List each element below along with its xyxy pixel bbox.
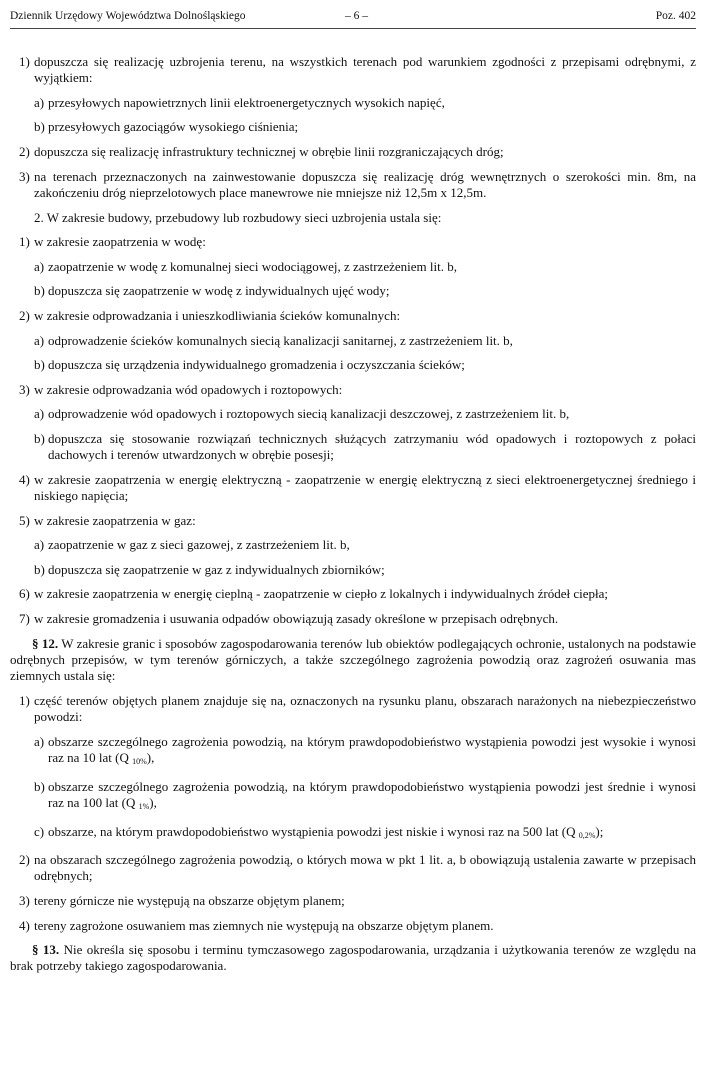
list-item: a) odprowadzenie wód opadowych i roztopowych siecią kanalizacji deszczowej, z zastrzeżeniem lit. b, — [34, 406, 570, 422]
list-item: a) zaopatrzenie w gaz z sieci gazowej, z zastrzeżeniem lit. b, — [34, 537, 350, 553]
list-item: b) przesyłowych gazociągów wysokiego ciśnienia; — [34, 119, 299, 135]
section-number: § 13. — [32, 942, 60, 958]
list-item: 2) na obszarach szczególnego zagrożenia powodzią, o których mowa w pkt 1 lit. a, b obowiązują ustalenia zawarte w przepisach odrębnych; — [19, 852, 696, 884]
list-item: 2) dopuszcza się realizację infrastruktury technicznej w obrębie linii rozgraniczających dróg; — [19, 144, 504, 160]
position-number: Poz. 402 — [655, 10, 696, 22]
list-item: 3) tereny górnicze nie występują na obszarze objętym planem; — [19, 893, 345, 908]
document-body — [10, 54, 696, 983]
list-item: 1) dopuszcza się realizację uzbrojenia terenu, na wszystkich terenach pod warunkiem zgodności z przepisami odrębnymi, z wyjątkiem: — [19, 54, 696, 86]
list-item: 2) w zakresie odprowadzania i unieszkodliwiania ścieków komunalnych: — [19, 307, 401, 323]
section-intro: 2. W zakresie budowy, przebudowy lub rozbudowy sieci uzbrojenia ustala się: — [34, 209, 442, 225]
list-item: 3) na terenach przeznaczonych na zainwestowanie dopuszcza się realizację dróg wewnętrznych o szerokości min. 8m, na zakończeniu dróg nieprzelotowych place manewrowe nie mniejsze niż 12,5m x 12,5m. — [19, 168, 696, 200]
list-item: b) obszarze szczególnego zagrożenia powodzią, na którym prawdopodobieństwo wystąpienia powodzi jest średnie i wynosi raz na 100 lat (Q $_{1\%}$), — [34, 778, 696, 811]
list-item: 4) w zakresie zaopatrzenia w energię elektryczną - zaopatrzenie w energię elektryczną z sieci elektroenergetycznej średniego i niskiego napięcia; — [19, 471, 696, 504]
header-rule — [10, 28, 696, 29]
list-item: 1) w zakresie zaopatrzenia w wodę: — [19, 234, 206, 250]
page-number: – 6 – — [345, 10, 368, 22]
document-page — [10, 0, 697, 974]
list-item: 4) tereny zagrożone osuwaniem mas ziemnych nie występują na obszarze objętym planem. — [19, 917, 494, 933]
section-paragraph: § 13. Nie określa się sposobu i terminu tymczasowego zagospodarowania, urządzania i użytkowania terenów ze względu na brak potrzeby takiego zagospodarowania. — [10, 942, 697, 974]
list-item: a) obszarze szczególnego zagrożenia powodzią, na którym prawdopodobieństwo wystąpienia powodzi jest wysokie i wynosi raz na 10 lat (Q $_{10\%}$), — [34, 733, 696, 767]
list-item: a) przesyłowych napowietrznych linii elektroenergetycznych wysokich napięć, — [34, 94, 445, 110]
list-item: 3) w zakresie odprowadzania wód opadowych i roztopowych: — [19, 381, 343, 397]
list-item: b) dopuszcza się stosowanie rozwiązań technicznych służących zatrzymaniu wód opadowych i roztopowych z połaci dachowych i terenów utwardzonych w obrębie posesji; — [34, 430, 696, 463]
list-item: 5) w zakresie zaopatrzenia w gaz: — [19, 512, 196, 528]
journal-title: Dziennik Urzędowy Województwa Dolnośląskiego — [10, 10, 246, 22]
list-item: b) dopuszcza się zaopatrzenie w wodę z indywidualnych ujęć wody; — [34, 283, 390, 299]
list-item: c) obszarze, na którym prawdopodobieństwo wystąpienia powodzi jest niskie i wynosi raz na 500 lat (Q $_{0,2\%}$); — [34, 823, 604, 840]
list-item: b) dopuszcza się urządzenia indywidualnego gromadzenia i oczyszczania ścieków; — [34, 357, 465, 373]
list-item: a) zaopatrzenie w wodę z komunalnej sieci wodociągowej, z zastrzeżeniem lit. b, — [34, 258, 457, 274]
list-item: 7) w zakresie gromadzenia i usuwania odpadów obowiązują zasady określone w przepisach odrębnych. — [19, 611, 559, 627]
list-item: a) odprowadzenie ścieków komunalnych siecią kanalizacji sanitarnej, z zastrzeżeniem lit. b, — [34, 332, 513, 348]
section-paragraph: § 12. W zakresie granic i sposobów zagospodarowania terenów lub obiektów podlegających ochronie, ustalonych na podstawie odrębnych przepisów, w tym terenów górniczych, a także szczególnego zagrożenia powodzią oraz zagrożeń osuwania mas ziemnych ustala się: — [10, 635, 697, 684]
list-item: 1) część terenów objętych planem znajduje się na, oznaczonych na rysunku planu, obszarach narażonych na niebezpieczeństwo powodzi: — [19, 692, 696, 725]
list-item: 6) w zakresie zaopatrzenia w energię cieplną - zaopatrzenie w ciepło z lokalnych i indywidualnych źródeł ciepła; — [19, 586, 609, 602]
list-item: b) dopuszcza się zaopatrzenie w gaz z indywidualnych zbiorników; — [34, 561, 385, 577]
page-header — [10, 0, 696, 22]
section-number: § 12. — [32, 635, 59, 651]
